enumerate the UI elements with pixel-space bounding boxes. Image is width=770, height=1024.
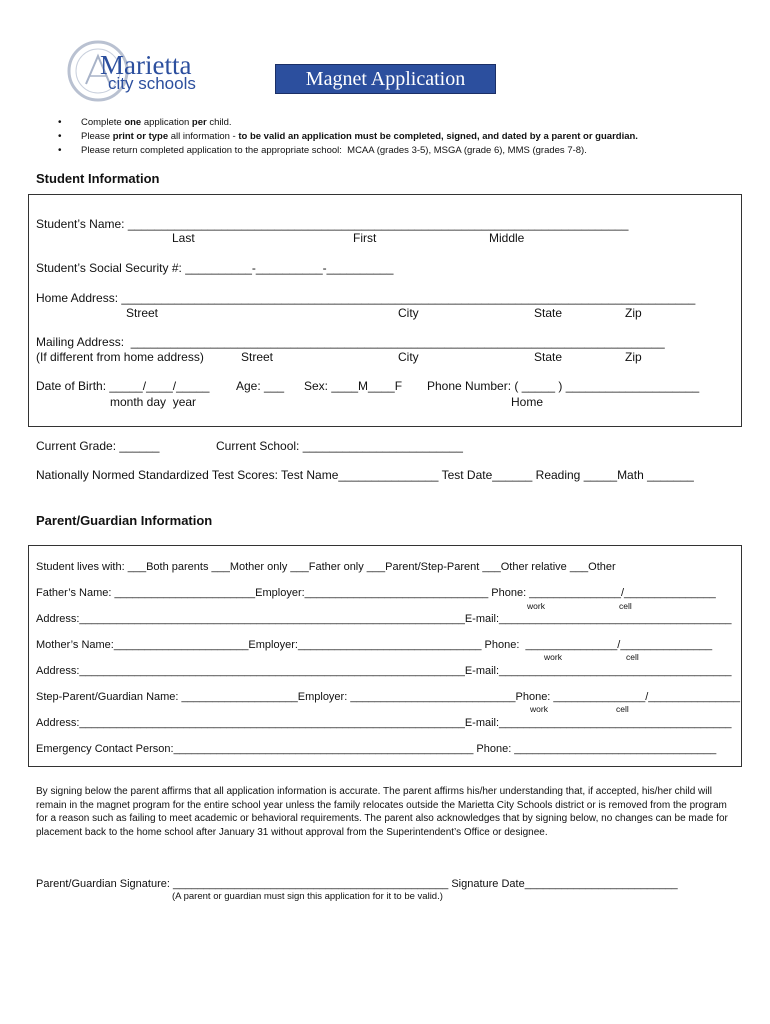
step-parent-field[interactable]: Step-Parent/Guardian Name: ___________________Employer: ___________________________Phone: _______________/_______________ <box>36 691 741 703</box>
mailing-address-field[interactable]: Mailing Address: ________________________________________________________________________________ <box>36 335 665 349</box>
test-scores-field[interactable]: Nationally Normed Standardized Test Scores: Test Name_______________ Test Date______ Reading _____Math _______ <box>36 468 694 482</box>
phone-sub-label: Home <box>511 395 544 409</box>
dob-field[interactable]: Date of Birth: _____/____/_____ <box>36 379 210 393</box>
step-work-label: work <box>530 704 548 714</box>
current-school-field[interactable]: Current School: ________________________ <box>216 439 463 453</box>
age-field[interactable]: Age: ___ <box>236 379 285 393</box>
father-cell-label: cell <box>619 601 632 611</box>
father-address-field[interactable]: Address:_______________________________________________________________E-mail:______________________________________ <box>36 613 732 625</box>
step-cell-label: cell <box>616 704 629 714</box>
instruction-item: • Please return completed application to the appropriate school: MCAA (grades 3-5), MSGA (grade 6), MMS (grades 7-8). <box>48 144 638 158</box>
sex-field[interactable]: Sex: ____M____F <box>304 379 403 393</box>
emergency-contact-field[interactable]: Emergency Contact Person:_________________________________________________ Phone: _________________________________ <box>36 743 717 755</box>
mother-work-label: work <box>544 652 562 662</box>
name-first-label: First <box>353 231 377 245</box>
home-zip-label: Zip <box>625 306 642 320</box>
home-city-label: City <box>398 306 419 320</box>
lives-with-field[interactable]: Student lives with: ___Both parents ___Mother only ___Father only ___Parent/Step-Parent ___Other relative ___Other <box>36 561 616 573</box>
mother-cell-label: cell <box>626 652 639 662</box>
father-work-label: work <box>527 601 545 611</box>
logo-line1: Marietta <box>100 50 192 80</box>
signature-note: (A parent or guardian must sign this application for it to be valid.) <box>172 891 443 902</box>
home-state-label: State <box>534 306 563 320</box>
name-middle-label: Middle <box>489 231 525 245</box>
mailing-zip-label: Zip <box>625 350 642 364</box>
mailing-street-label: Street <box>241 350 274 364</box>
home-address-field[interactable]: Home Address: ______________________________________________________________________________________ <box>36 291 696 305</box>
page-title-box <box>275 64 496 94</box>
instructions-list <box>48 116 638 158</box>
phone-field[interactable]: Phone Number: ( _____ ) ____________________ <box>427 379 700 393</box>
dob-sub-label: month day year <box>110 395 197 409</box>
parent-section-title: Parent/Guardian Information <box>36 513 213 528</box>
mailing-state-label: State <box>534 350 563 364</box>
mother-address-field[interactable]: Address:_______________________________________________________________E-mail:______________________________________ <box>36 665 732 677</box>
step-address-field[interactable]: Address:_______________________________________________________________E-mail:______________________________________ <box>36 717 732 729</box>
current-grade-field[interactable]: Current Grade: ______ <box>36 439 160 453</box>
father-field[interactable]: Father’s Name: _______________________Employer:______________________________ Phone: _______________/_______________ <box>36 587 716 599</box>
student-section-title: Student Information <box>36 171 160 186</box>
instruction-item: • Please print or type all information - to be valid an application must be completed, signed, and dated by a parent or guardian. <box>48 130 638 144</box>
ssn-field[interactable]: Student’s Social Security #: __________-__________-__________ <box>36 261 394 275</box>
signature-field[interactable]: Parent/Guardian Signature: _____________________________________________ Signature Date_________________________ <box>36 878 678 890</box>
name-last-label: Last <box>172 231 195 245</box>
mailing-city-label: City <box>398 350 419 364</box>
mother-field[interactable]: Mother’s Name:______________________Employer:______________________________ Phone: _______________/_______________ <box>36 639 713 651</box>
agreement-text: By signing below the parent affirms that all application information is accurate. The parent affirms his/her understanding that, if accepted, his/her child will remain in the magnet program for the entire school year unless the family relocates outside the Marietta City Schools district or is removed from the program for a reason such as failing to meet academic or behavioral requirements. The parent also acknowledges that by signing below, no changes can be made for placement back to the home school after January 31 without approval from the Superintendent’s Office or designee. <box>36 786 728 838</box>
seal-icon <box>64 40 224 104</box>
logo-line2: city schools <box>108 74 196 93</box>
instruction-item: • Complete one application per child. <box>48 116 638 130</box>
home-street-label: Street <box>126 306 159 320</box>
district-logo <box>64 40 224 104</box>
page-title: Magnet Application <box>305 67 466 90</box>
student-name-field[interactable]: Student’s Name: ___________________________________________________________________________ <box>36 217 629 231</box>
mailing-note: (If different from home address) <box>36 350 204 364</box>
